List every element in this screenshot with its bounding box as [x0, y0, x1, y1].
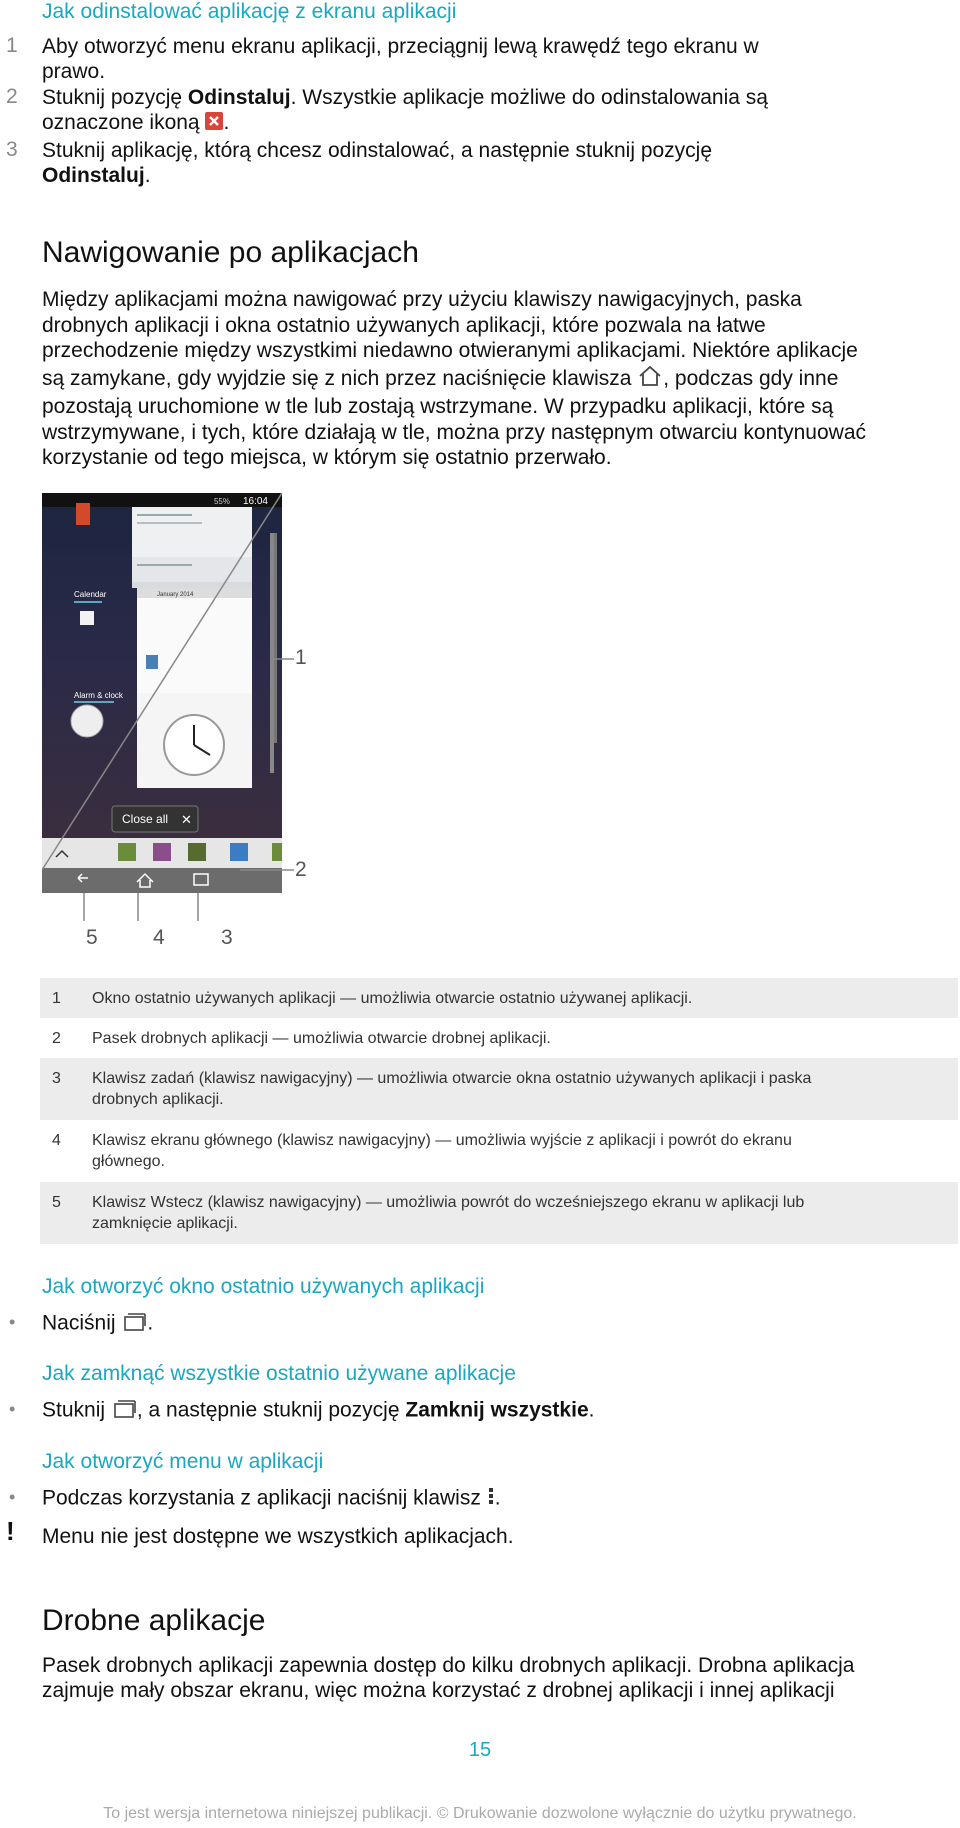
legend-text	[92, 1130, 942, 1172]
step-line: Stuknij	[42, 1398, 106, 1422]
legend-row	[40, 978, 958, 1018]
step-line: Podczas korzystania z aplikacji naciśnij klawisz	[42, 1486, 481, 1510]
period: .	[494, 1486, 501, 1510]
legend-text	[92, 1068, 942, 1110]
legend-text-line: Klawisz Wstecz (klawisz nawigacyjny) — umożliwia powrót do wcześniejszego ekranu w aplikacji lub	[92, 1194, 805, 1211]
navigation-paragraph	[42, 287, 942, 471]
note-icon: !	[6, 1516, 15, 1546]
bold-term: Zamknij wszystkie	[405, 1398, 589, 1422]
legend-row	[40, 1120, 958, 1182]
para-line: Pasek drobnych aplikacji zapewnia dostęp do kilku drobnych aplikacji. Drobna aplikacja	[42, 1654, 855, 1677]
callout-4: 4	[153, 926, 165, 949]
step-number: 3	[6, 138, 18, 161]
footer-note: To jest wersja internetowa niniejszej publikacji. © Drukowanie dozwolone wyłącznie do użytku prywatnego.	[103, 1805, 857, 1822]
step-line: . Wszystkie aplikacje możliwe do odinstalowania są	[290, 86, 768, 109]
bold-term: Odinstaluj	[42, 164, 145, 187]
home-key-icon	[637, 364, 663, 395]
legend-row	[40, 1018, 958, 1058]
para-line: , podczas gdy inne	[663, 366, 839, 390]
section-heading-uninstall: Jak odinstalować aplikację z ekranu aplikacji	[42, 0, 457, 23]
status-time: 16:04	[242, 496, 268, 507]
legend-text-line: drobnych aplikacji.	[92, 1091, 224, 1108]
legend-number: 1	[52, 990, 61, 1007]
legend-number: 3	[52, 1070, 61, 1087]
bullet: •	[9, 1312, 16, 1332]
legend-row	[40, 1182, 958, 1244]
para-line: przechodzenie między wszystkimi niedawno otwieranymi aplikacjami. Niektóre aplikacje	[42, 339, 858, 362]
para-line: wstrzymywane, i tych, które działają w tle, można przy następnym otwarciu kontynuować	[42, 420, 866, 444]
period: .	[147, 1311, 154, 1335]
step-line: Naciśnij	[42, 1311, 116, 1335]
step-line: Aby otworzyć menu ekranu aplikacji, przeciągnij lewą krawędź tego ekranu w	[42, 35, 759, 58]
howto-step	[42, 1397, 942, 1425]
step-line: oznaczone ikoną	[42, 111, 200, 134]
step-line: prawo.	[42, 60, 106, 83]
recent-apps-key-icon	[121, 1310, 147, 1338]
step-text	[42, 85, 942, 136]
calendar-month: January 2014	[157, 592, 194, 598]
legend-text-line: Klawisz zadań (klawisz nawigacyjny) — umożliwia otwarcie okna ostatnio używanych aplikacji i paska	[92, 1070, 812, 1087]
step-line: Stuknij pozycję	[42, 86, 188, 109]
legend-text	[92, 1192, 942, 1234]
step-number: 2	[6, 85, 18, 108]
period: .	[144, 164, 151, 187]
note-text: Menu nie jest dostępne we wszystkich aplikacjach.	[42, 1525, 514, 1548]
para-line: są zamykane, gdy wyjdzie się z nich przez naciśnięcie klawisza	[42, 366, 632, 390]
menu-key-icon	[487, 1485, 495, 1513]
recent-apps-key-icon	[111, 1397, 137, 1425]
legend-text-line: Klawisz ekranu głównego (klawisz nawigacyjny) — umożliwia wyjście z aplikacji i powrót do ekranu	[92, 1132, 792, 1149]
period: .	[223, 111, 230, 134]
para-line: drobnych aplikacji i okna ostatnio używanych aplikacji, które pozwala na łatwe	[42, 313, 766, 337]
section-title-navigation: Nawigowanie po aplikacjach	[42, 236, 419, 269]
close-all-label: Close all	[122, 812, 169, 826]
step-line: , a następnie stuknij pozycję	[136, 1398, 406, 1422]
close-all-x-icon: ✕	[181, 812, 192, 827]
legend-text-line: głównego.	[92, 1153, 165, 1170]
para-line: zajmuje mały obszar ekranu, więc można korzystać z drobnej aplikacji i innej aplikacji	[42, 1679, 835, 1702]
bullet: •	[9, 1399, 16, 1419]
page-number: 15	[468, 1739, 492, 1761]
calendar-label: Calendar	[74, 590, 107, 599]
howto-heading-open-menu: Jak otworzyć menu w aplikacji	[42, 1450, 324, 1473]
para-line: korzystanie od tego miejsca, w którym się ostatnio przerwało.	[42, 446, 612, 469]
alarm-label: Alarm & clock	[74, 691, 123, 700]
howto-heading-close-all: Jak zamknąć wszystkie ostatnio używane aplikacje	[42, 1362, 516, 1385]
period: .	[588, 1398, 595, 1422]
callout-2: 2	[295, 858, 307, 881]
legend-text: Pasek drobnych aplikacji — umożliwia otwarcie drobnej aplikacji.	[92, 1030, 551, 1047]
step-number: 1	[6, 34, 18, 57]
delete-x-icon	[205, 111, 223, 136]
legend-number: 4	[52, 1132, 61, 1149]
legend-row	[40, 1058, 958, 1120]
status-battery: 55%	[213, 497, 230, 506]
para-line: Między aplikacjami można nawigować przy użyciu klawiszy nawigacyjnych, paska	[42, 288, 802, 311]
callouts	[42, 493, 312, 963]
legend-text: Okno ostatnio używanych aplikacji — umożliwia otwarcie ostatnio używanej aplikacji.	[92, 990, 693, 1007]
small-apps-paragraph	[42, 1653, 942, 1703]
callout-5: 5	[86, 926, 98, 949]
step-text	[42, 138, 942, 188]
legend-number: 2	[52, 1030, 61, 1047]
bullet: •	[9, 1487, 16, 1507]
howto-step	[42, 1485, 942, 1513]
section-title-small-apps: Drobne aplikacje	[42, 1604, 266, 1637]
para-line: pozostają uruchomione w tle lub zostają wstrzymane. W przypadku aplikacji, które są	[42, 395, 834, 418]
callout-1: 1	[295, 646, 307, 669]
howto-heading-open-recent: Jak otworzyć okno ostatnio używanych aplikacji	[42, 1275, 485, 1298]
legend-number: 5	[52, 1194, 61, 1211]
step-line: Stuknij aplikację, którą chcesz odinstalować, a następnie stuknij pozycję	[42, 139, 713, 162]
bold-term: Odinstaluj	[187, 86, 291, 109]
howto-step	[42, 1310, 942, 1338]
legend-text-line: zamknięcie aplikacji.	[92, 1215, 238, 1232]
callout-3: 3	[221, 926, 233, 949]
step-text	[42, 34, 942, 84]
